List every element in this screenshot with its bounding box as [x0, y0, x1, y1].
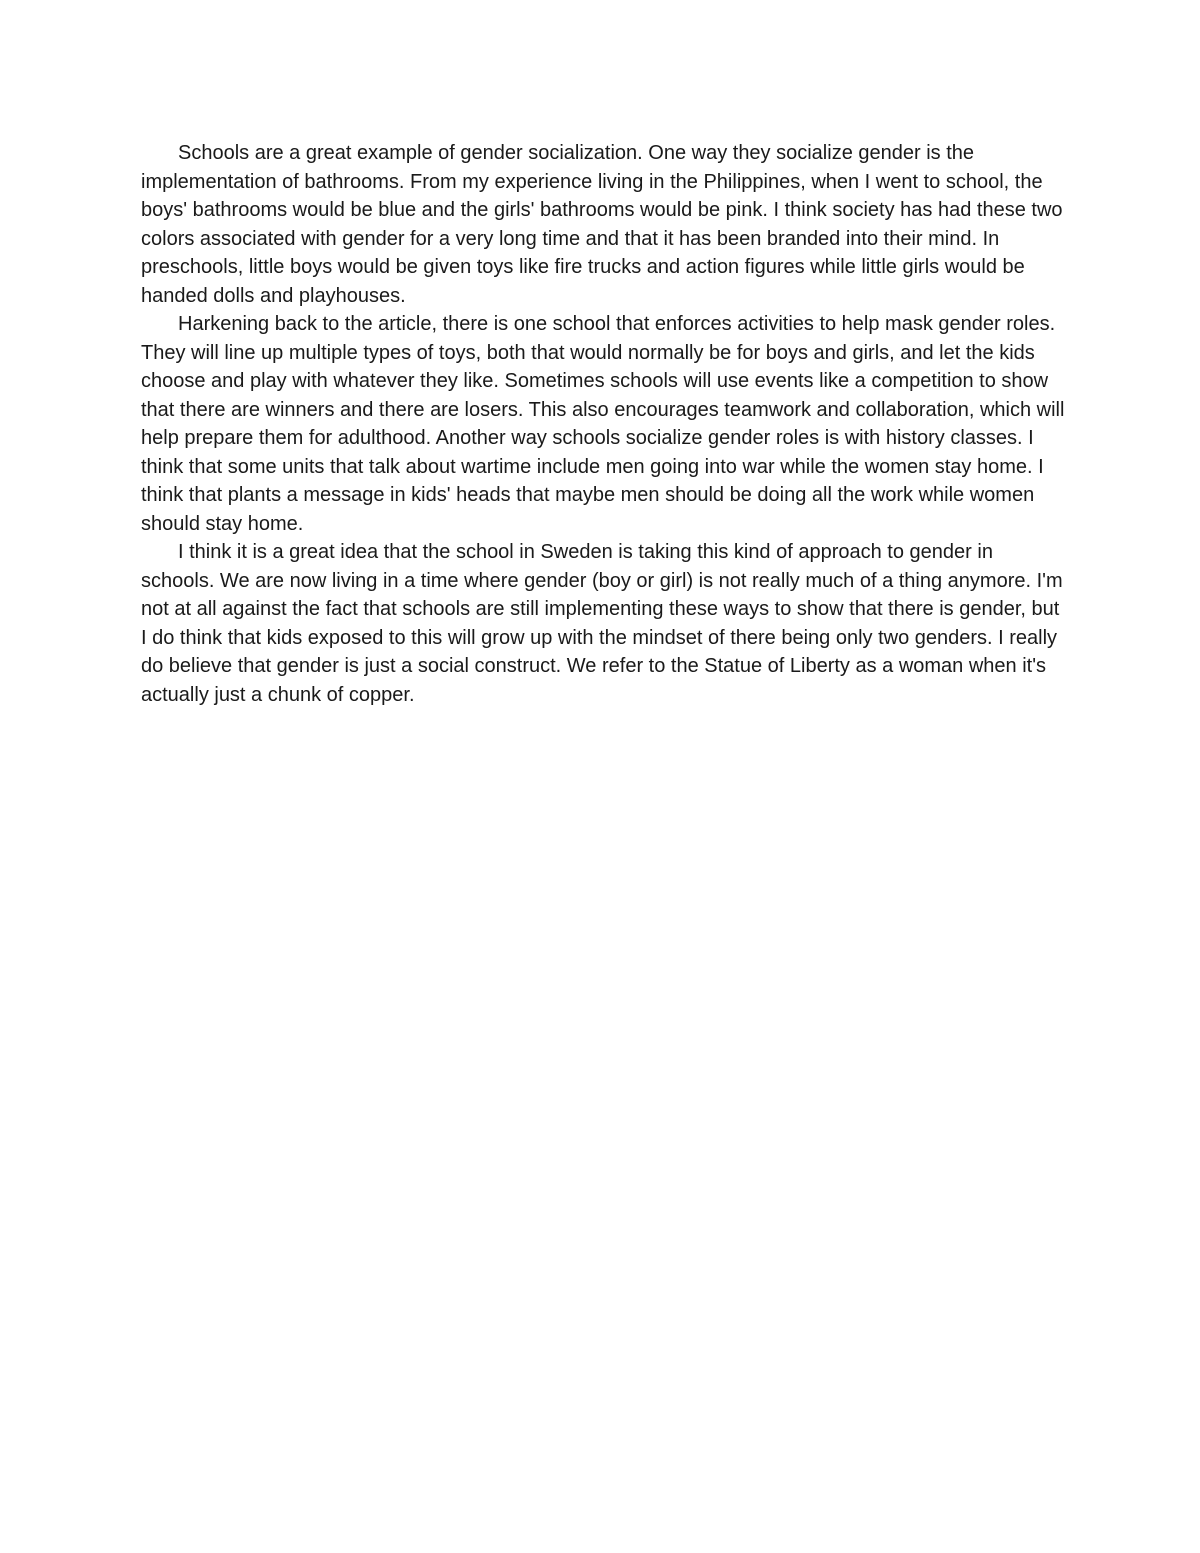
- paragraph-2: Harkening back to the article, there is one school that enforces activities to help mask gender roles. They will line up multiple types of toys, both that would normally be for boys and girls, and let the kids choose and play with whatever they like. Sometimes schools will use events like a competition to show that there are winners and there are losers. This also encourages teamwork and collaboration, which will help prepare them for adulthood. Another way schools socialize gender roles is with history classes. I think that some units that talk about wartime include men going into war while the women stay home. I think that plants a message in kids' heads that maybe men should be doing all the work while women should stay home.: [141, 313, 1065, 535]
- paragraph-1: Schools are a great example of gender socialization. One way they socialize gender is the implementation of bathrooms. From my experience living in the Philippines, when I went to school, the boys' bathrooms would be blue and the girls' bathrooms would be pink. I think society has had these two colors associated with gender for a very long time and that it has been branded into their mind. In preschools, little boys would be given toys like fire trucks and action figures while little girls would be handed dolls and playhouses.: [141, 142, 1063, 307]
- document-body: [141, 139, 1066, 709]
- paragraph-3: I think it is a great idea that the school in Sweden is taking this kind of approach to gender in schools. We are now living in a time where gender (boy or girl) is not really much of a thing anymore. I'm not at all against the fact that schools are still implementing these ways to show that there is gender, but I do think that kids exposed to this will grow up with the mindset of there being only two genders. I really do believe that gender is just a social construct. We refer to the Statue of Liberty as a woman when it's actually just a chunk of copper.: [141, 541, 1063, 706]
